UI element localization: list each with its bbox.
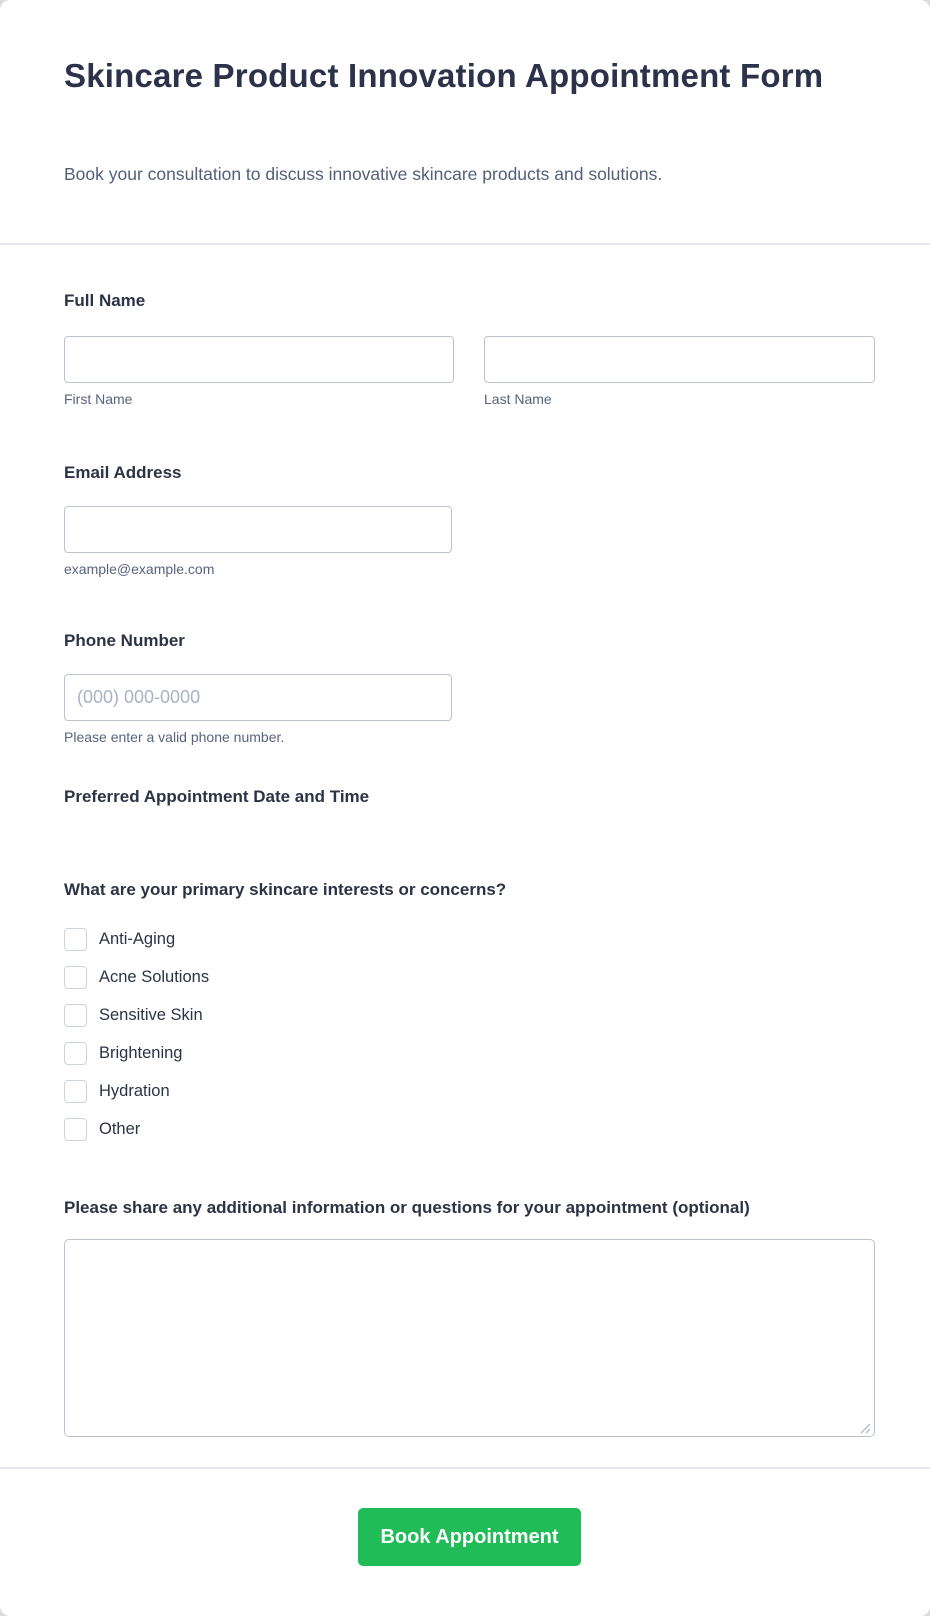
checkbox-row-acne-solutions[interactable] <box>64 966 564 989</box>
brightening-checkbox[interactable] <box>64 1042 87 1065</box>
form-subtitle: Book your consultation to discuss innovative skincare products and solutions. <box>64 164 663 184</box>
interests-checkbox-group <box>64 928 564 1156</box>
other-checkbox[interactable] <box>64 1118 87 1141</box>
last-name-input[interactable] <box>484 336 875 383</box>
email-label: Email Address <box>64 463 182 482</box>
header-divider <box>0 243 930 245</box>
other-label: Other <box>99 1120 141 1138</box>
additional-info-label: Please share any additional information or questions for your appointment (optional) <box>64 1198 750 1217</box>
appointment-label: Preferred Appointment Date and Time <box>64 787 370 806</box>
hydration-checkbox[interactable] <box>64 1080 87 1103</box>
anti-aging-label: Anti-Aging <box>99 930 176 948</box>
book-appointment-button[interactable]: Book Appointment <box>358 1508 581 1566</box>
checkbox-row-other[interactable] <box>64 1118 564 1141</box>
additional-info-textarea[interactable] <box>64 1239 875 1437</box>
footer-divider <box>0 1467 930 1469</box>
acne-solutions-checkbox[interactable] <box>64 966 87 989</box>
brightening-label: Brightening <box>99 1044 183 1062</box>
checkbox-row-anti-aging[interactable] <box>64 928 564 951</box>
phone-input[interactable] <box>64 674 452 721</box>
last-name-sublabel: Last Name <box>484 391 552 407</box>
acne-solutions-label: Acne Solutions <box>99 968 210 986</box>
email-input[interactable] <box>64 506 452 553</box>
checkbox-row-hydration[interactable] <box>64 1080 564 1103</box>
email-sublabel: example@example.com <box>64 561 215 577</box>
form-title: Skincare Product Innovation Appointment Form <box>64 57 824 94</box>
sensitive-skin-label: Sensitive Skin <box>99 1006 203 1024</box>
checkbox-row-sensitive-skin[interactable] <box>64 1004 564 1027</box>
sensitive-skin-checkbox[interactable] <box>64 1004 87 1027</box>
checkbox-row-brightening[interactable] <box>64 1042 564 1065</box>
phone-sublabel: Please enter a valid phone number. <box>64 729 285 745</box>
first-name-input[interactable] <box>64 336 454 383</box>
interests-question-label: What are your primary skincare interests or concerns? <box>64 880 507 899</box>
first-name-sublabel: First Name <box>64 391 133 407</box>
anti-aging-checkbox[interactable] <box>64 928 87 951</box>
hydration-label: Hydration <box>99 1082 170 1100</box>
full-name-label: Full Name <box>64 291 146 310</box>
phone-label: Phone Number <box>64 631 185 650</box>
